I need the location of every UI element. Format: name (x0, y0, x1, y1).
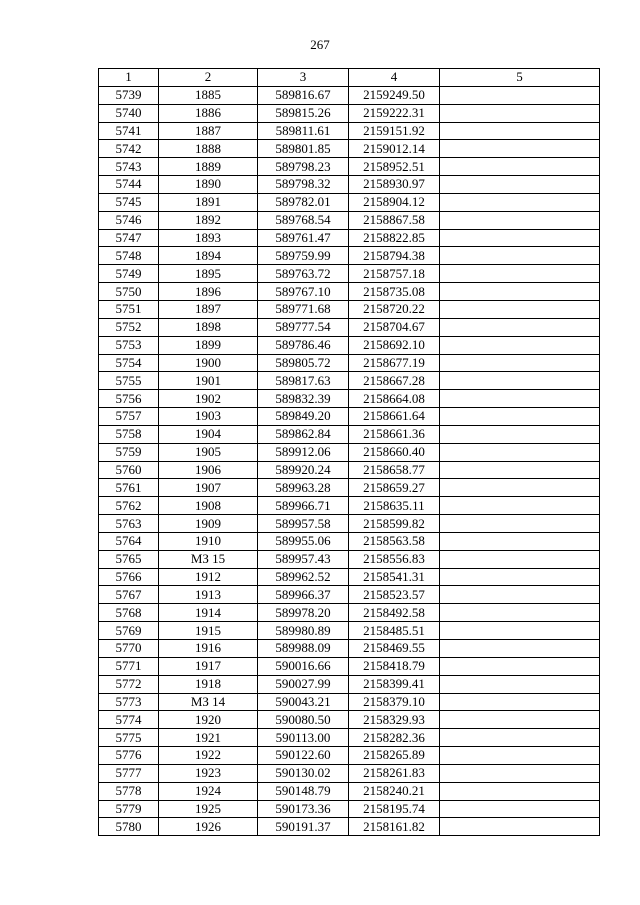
table-row (99, 568, 600, 586)
x-coordinate-cell: 589962.52 (258, 568, 349, 586)
x-coordinate-cell: 589963.28 (258, 479, 349, 497)
table-row (99, 640, 600, 658)
x-coordinate-cell: 589912.06 (258, 443, 349, 461)
row-number-cell: 5778 (99, 782, 159, 800)
page-number: 267 (310, 37, 330, 52)
note-cell (440, 461, 600, 479)
column-header-5: 5 (440, 69, 600, 87)
x-coordinate-cell: 589849.20 (258, 408, 349, 426)
y-coordinate-cell: 2158635.11 (349, 497, 440, 515)
table-row (99, 229, 600, 247)
note-cell (440, 354, 600, 372)
table-row (99, 497, 600, 515)
y-coordinate-cell: 2158563.58 (349, 532, 440, 550)
y-coordinate-cell: 2158282.36 (349, 729, 440, 747)
y-coordinate-cell: 2158904.12 (349, 193, 440, 211)
table-row (99, 479, 600, 497)
table-row (99, 265, 600, 283)
table-row (99, 408, 600, 426)
row-number-cell: 5776 (99, 747, 159, 765)
y-coordinate-cell: 2158720.22 (349, 300, 440, 318)
table-row (99, 390, 600, 408)
row-number-cell: 5748 (99, 247, 159, 265)
note-cell (440, 622, 600, 640)
x-coordinate-cell: 590130.02 (258, 764, 349, 782)
table-row (99, 550, 600, 568)
point-id-cell: 1895 (159, 265, 258, 283)
row-number-cell: 5771 (99, 657, 159, 675)
y-coordinate-cell: 2158329.93 (349, 711, 440, 729)
note-cell (440, 104, 600, 122)
table-row (99, 158, 600, 176)
note-cell (440, 532, 600, 550)
note-cell (440, 729, 600, 747)
row-number-cell: 5753 (99, 336, 159, 354)
note-cell (440, 604, 600, 622)
x-coordinate-cell: 589761.47 (258, 229, 349, 247)
note-cell (440, 229, 600, 247)
x-coordinate-cell: 589815.26 (258, 104, 349, 122)
point-id-cell: 1906 (159, 461, 258, 479)
point-id-cell: 1890 (159, 176, 258, 194)
row-number-cell: 5758 (99, 425, 159, 443)
y-coordinate-cell: 2158952.51 (349, 158, 440, 176)
note-cell (440, 818, 600, 836)
table-row (99, 711, 600, 729)
note-cell (440, 515, 600, 533)
x-coordinate-cell: 590191.37 (258, 818, 349, 836)
table-row (99, 729, 600, 747)
point-id-cell: 1889 (159, 158, 258, 176)
y-coordinate-cell: 2159222.31 (349, 104, 440, 122)
y-coordinate-cell: 2158556.83 (349, 550, 440, 568)
table-header-row (99, 69, 600, 87)
x-coordinate-cell: 589957.58 (258, 515, 349, 533)
note-cell (440, 318, 600, 336)
y-coordinate-cell: 2158492.58 (349, 604, 440, 622)
column-header-1: 1 (99, 69, 159, 87)
y-coordinate-cell: 2158523.57 (349, 586, 440, 604)
point-id-cell: МЗ 14 (159, 693, 258, 711)
row-number-cell: 5779 (99, 800, 159, 818)
note-cell (440, 675, 600, 693)
note-cell (440, 550, 600, 568)
row-number-cell: 5740 (99, 104, 159, 122)
point-id-cell: 1923 (159, 764, 258, 782)
note-cell (440, 640, 600, 658)
row-number-cell: 5775 (99, 729, 159, 747)
x-coordinate-cell: 589782.01 (258, 193, 349, 211)
x-coordinate-cell: 589801.85 (258, 140, 349, 158)
point-id-cell: 1922 (159, 747, 258, 765)
table-row (99, 461, 600, 479)
point-id-cell: 1908 (159, 497, 258, 515)
y-coordinate-cell: 2158757.18 (349, 265, 440, 283)
x-coordinate-cell: 589966.37 (258, 586, 349, 604)
table-row (99, 604, 600, 622)
x-coordinate-cell: 589811.61 (258, 122, 349, 140)
x-coordinate-cell: 589805.72 (258, 354, 349, 372)
note-cell (440, 211, 600, 229)
note-cell (440, 586, 600, 604)
y-coordinate-cell: 2158692.10 (349, 336, 440, 354)
point-id-cell: 1888 (159, 140, 258, 158)
y-coordinate-cell: 2158664.08 (349, 390, 440, 408)
x-coordinate-cell: 589980.89 (258, 622, 349, 640)
y-coordinate-cell: 2158659.27 (349, 479, 440, 497)
y-coordinate-cell: 2158195.74 (349, 800, 440, 818)
x-coordinate-cell: 589768.54 (258, 211, 349, 229)
y-coordinate-cell: 2158661.36 (349, 425, 440, 443)
row-number-cell: 5777 (99, 764, 159, 782)
note-cell (440, 300, 600, 318)
note-cell (440, 425, 600, 443)
point-id-cell: 1903 (159, 408, 258, 426)
table-row (99, 693, 600, 711)
y-coordinate-cell: 2158240.21 (349, 782, 440, 800)
y-coordinate-cell: 2159012.14 (349, 140, 440, 158)
y-coordinate-cell: 2158794.38 (349, 247, 440, 265)
point-id-cell: 1917 (159, 657, 258, 675)
point-id-cell: 1896 (159, 283, 258, 301)
point-id-cell: 1918 (159, 675, 258, 693)
y-coordinate-cell: 2158822.85 (349, 229, 440, 247)
point-id-cell: 1912 (159, 568, 258, 586)
point-id-cell: 1915 (159, 622, 258, 640)
note-cell (440, 747, 600, 765)
y-coordinate-cell: 2159151.92 (349, 122, 440, 140)
column-header-4: 4 (349, 69, 440, 87)
table-row (99, 176, 600, 194)
row-number-cell: 5763 (99, 515, 159, 533)
table-row (99, 318, 600, 336)
note-cell (440, 265, 600, 283)
column-header-2: 2 (159, 69, 258, 87)
row-number-cell: 5757 (99, 408, 159, 426)
row-number-cell: 5746 (99, 211, 159, 229)
table-row (99, 283, 600, 301)
point-id-cell: 1897 (159, 300, 258, 318)
row-number-cell: 5749 (99, 265, 159, 283)
row-number-cell: 5759 (99, 443, 159, 461)
x-coordinate-cell: 589771.68 (258, 300, 349, 318)
row-number-cell: 5756 (99, 390, 159, 408)
x-coordinate-cell: 589978.20 (258, 604, 349, 622)
x-coordinate-cell: 589832.39 (258, 390, 349, 408)
point-id-cell: 1920 (159, 711, 258, 729)
row-number-cell: 5767 (99, 586, 159, 604)
table-row (99, 193, 600, 211)
coordinates-table (98, 68, 600, 836)
x-coordinate-cell: 590080.50 (258, 711, 349, 729)
x-coordinate-cell: 589798.32 (258, 176, 349, 194)
table-row (99, 372, 600, 390)
table-row (99, 675, 600, 693)
table-row (99, 336, 600, 354)
row-number-cell: 5755 (99, 372, 159, 390)
note-cell (440, 782, 600, 800)
point-id-cell: 1910 (159, 532, 258, 550)
point-id-cell: 1898 (159, 318, 258, 336)
note-cell (440, 568, 600, 586)
table-row (99, 425, 600, 443)
y-coordinate-cell: 2158867.58 (349, 211, 440, 229)
table-row (99, 86, 600, 104)
point-id-cell: 1905 (159, 443, 258, 461)
point-id-cell: 1899 (159, 336, 258, 354)
point-id-cell: 1901 (159, 372, 258, 390)
x-coordinate-cell: 589955.06 (258, 532, 349, 550)
y-coordinate-cell: 2158735.08 (349, 283, 440, 301)
note-cell (440, 247, 600, 265)
table-row (99, 515, 600, 533)
table-row (99, 532, 600, 550)
table-row (99, 122, 600, 140)
note-cell (440, 176, 600, 194)
y-coordinate-cell: 2158930.97 (349, 176, 440, 194)
note-cell (440, 497, 600, 515)
y-coordinate-cell: 2158161.82 (349, 818, 440, 836)
note-cell (440, 336, 600, 354)
note-cell (440, 158, 600, 176)
x-coordinate-cell: 589862.84 (258, 425, 349, 443)
y-coordinate-cell: 2158541.31 (349, 568, 440, 586)
y-coordinate-cell: 2158677.19 (349, 354, 440, 372)
y-coordinate-cell: 2158469.55 (349, 640, 440, 658)
row-number-cell: 5780 (99, 818, 159, 836)
x-coordinate-cell: 590173.36 (258, 800, 349, 818)
x-coordinate-cell: 589817.63 (258, 372, 349, 390)
note-cell (440, 390, 600, 408)
row-number-cell: 5745 (99, 193, 159, 211)
y-coordinate-cell: 2159249.50 (349, 86, 440, 104)
point-id-cell: 1921 (159, 729, 258, 747)
table-row (99, 818, 600, 836)
column-header-3: 3 (258, 69, 349, 87)
note-cell (440, 193, 600, 211)
row-number-cell: 5754 (99, 354, 159, 372)
row-number-cell: 5752 (99, 318, 159, 336)
row-number-cell: 5751 (99, 300, 159, 318)
row-number-cell: 5769 (99, 622, 159, 640)
x-coordinate-cell: 589966.71 (258, 497, 349, 515)
table-body (99, 86, 600, 835)
table-row (99, 443, 600, 461)
row-number-cell: 5772 (99, 675, 159, 693)
table-row (99, 211, 600, 229)
row-number-cell: 5744 (99, 176, 159, 194)
point-id-cell: 1926 (159, 818, 258, 836)
y-coordinate-cell: 2158599.82 (349, 515, 440, 533)
row-number-cell: 5741 (99, 122, 159, 140)
point-id-cell: 1909 (159, 515, 258, 533)
note-cell (440, 693, 600, 711)
row-number-cell: 5762 (99, 497, 159, 515)
point-id-cell: 1894 (159, 247, 258, 265)
y-coordinate-cell: 2158399.41 (349, 675, 440, 693)
point-id-cell: МЗ 15 (159, 550, 258, 568)
point-id-cell: 1916 (159, 640, 258, 658)
point-id-cell: 1907 (159, 479, 258, 497)
y-coordinate-cell: 2158379.10 (349, 693, 440, 711)
y-coordinate-cell: 2158660.40 (349, 443, 440, 461)
note-cell (440, 372, 600, 390)
x-coordinate-cell: 590148.79 (258, 782, 349, 800)
point-id-cell: 1887 (159, 122, 258, 140)
row-number-cell: 5742 (99, 140, 159, 158)
x-coordinate-cell: 589786.46 (258, 336, 349, 354)
row-number-cell: 5739 (99, 86, 159, 104)
point-id-cell: 1914 (159, 604, 258, 622)
table-row (99, 140, 600, 158)
point-id-cell: 1893 (159, 229, 258, 247)
row-number-cell: 5766 (99, 568, 159, 586)
point-id-cell: 1891 (159, 193, 258, 211)
row-number-cell: 5743 (99, 158, 159, 176)
x-coordinate-cell: 589816.67 (258, 86, 349, 104)
note-cell (440, 443, 600, 461)
table-row (99, 247, 600, 265)
x-coordinate-cell: 589988.09 (258, 640, 349, 658)
x-coordinate-cell: 589957.43 (258, 550, 349, 568)
y-coordinate-cell: 2158704.67 (349, 318, 440, 336)
x-coordinate-cell: 589759.99 (258, 247, 349, 265)
note-cell (440, 408, 600, 426)
x-coordinate-cell: 589920.24 (258, 461, 349, 479)
point-id-cell: 1925 (159, 800, 258, 818)
note-cell (440, 479, 600, 497)
x-coordinate-cell: 589777.54 (258, 318, 349, 336)
point-id-cell: 1902 (159, 390, 258, 408)
table-row (99, 764, 600, 782)
y-coordinate-cell: 2158265.89 (349, 747, 440, 765)
row-number-cell: 5764 (99, 532, 159, 550)
note-cell (440, 283, 600, 301)
row-number-cell: 5747 (99, 229, 159, 247)
table-row (99, 657, 600, 675)
point-id-cell: 1885 (159, 86, 258, 104)
table-row (99, 782, 600, 800)
y-coordinate-cell: 2158485.51 (349, 622, 440, 640)
x-coordinate-cell: 589763.72 (258, 265, 349, 283)
point-id-cell: 1886 (159, 104, 258, 122)
x-coordinate-cell: 590122.60 (258, 747, 349, 765)
x-coordinate-cell: 590016.66 (258, 657, 349, 675)
y-coordinate-cell: 2158658.77 (349, 461, 440, 479)
x-coordinate-cell: 590027.99 (258, 675, 349, 693)
row-number-cell: 5750 (99, 283, 159, 301)
row-number-cell: 5765 (99, 550, 159, 568)
table-row (99, 800, 600, 818)
x-coordinate-cell: 589767.10 (258, 283, 349, 301)
point-id-cell: 1913 (159, 586, 258, 604)
note-cell (440, 140, 600, 158)
table-row (99, 354, 600, 372)
note-cell (440, 711, 600, 729)
note-cell (440, 764, 600, 782)
point-id-cell: 1900 (159, 354, 258, 372)
row-number-cell: 5768 (99, 604, 159, 622)
point-id-cell: 1924 (159, 782, 258, 800)
row-number-cell: 5760 (99, 461, 159, 479)
y-coordinate-cell: 2158418.79 (349, 657, 440, 675)
point-id-cell: 1904 (159, 425, 258, 443)
row-number-cell: 5774 (99, 711, 159, 729)
point-id-cell: 1892 (159, 211, 258, 229)
table-row (99, 300, 600, 318)
table-row (99, 622, 600, 640)
note-cell (440, 800, 600, 818)
note-cell (440, 122, 600, 140)
y-coordinate-cell: 2158261.83 (349, 764, 440, 782)
table-row (99, 104, 600, 122)
x-coordinate-cell: 589798.23 (258, 158, 349, 176)
y-coordinate-cell: 2158667.28 (349, 372, 440, 390)
row-number-cell: 5770 (99, 640, 159, 658)
row-number-cell: 5761 (99, 479, 159, 497)
note-cell (440, 86, 600, 104)
table-row (99, 586, 600, 604)
note-cell (440, 657, 600, 675)
row-number-cell: 5773 (99, 693, 159, 711)
y-coordinate-cell: 2158661.64 (349, 408, 440, 426)
x-coordinate-cell: 590113.00 (258, 729, 349, 747)
x-coordinate-cell: 590043.21 (258, 693, 349, 711)
table-row (99, 747, 600, 765)
